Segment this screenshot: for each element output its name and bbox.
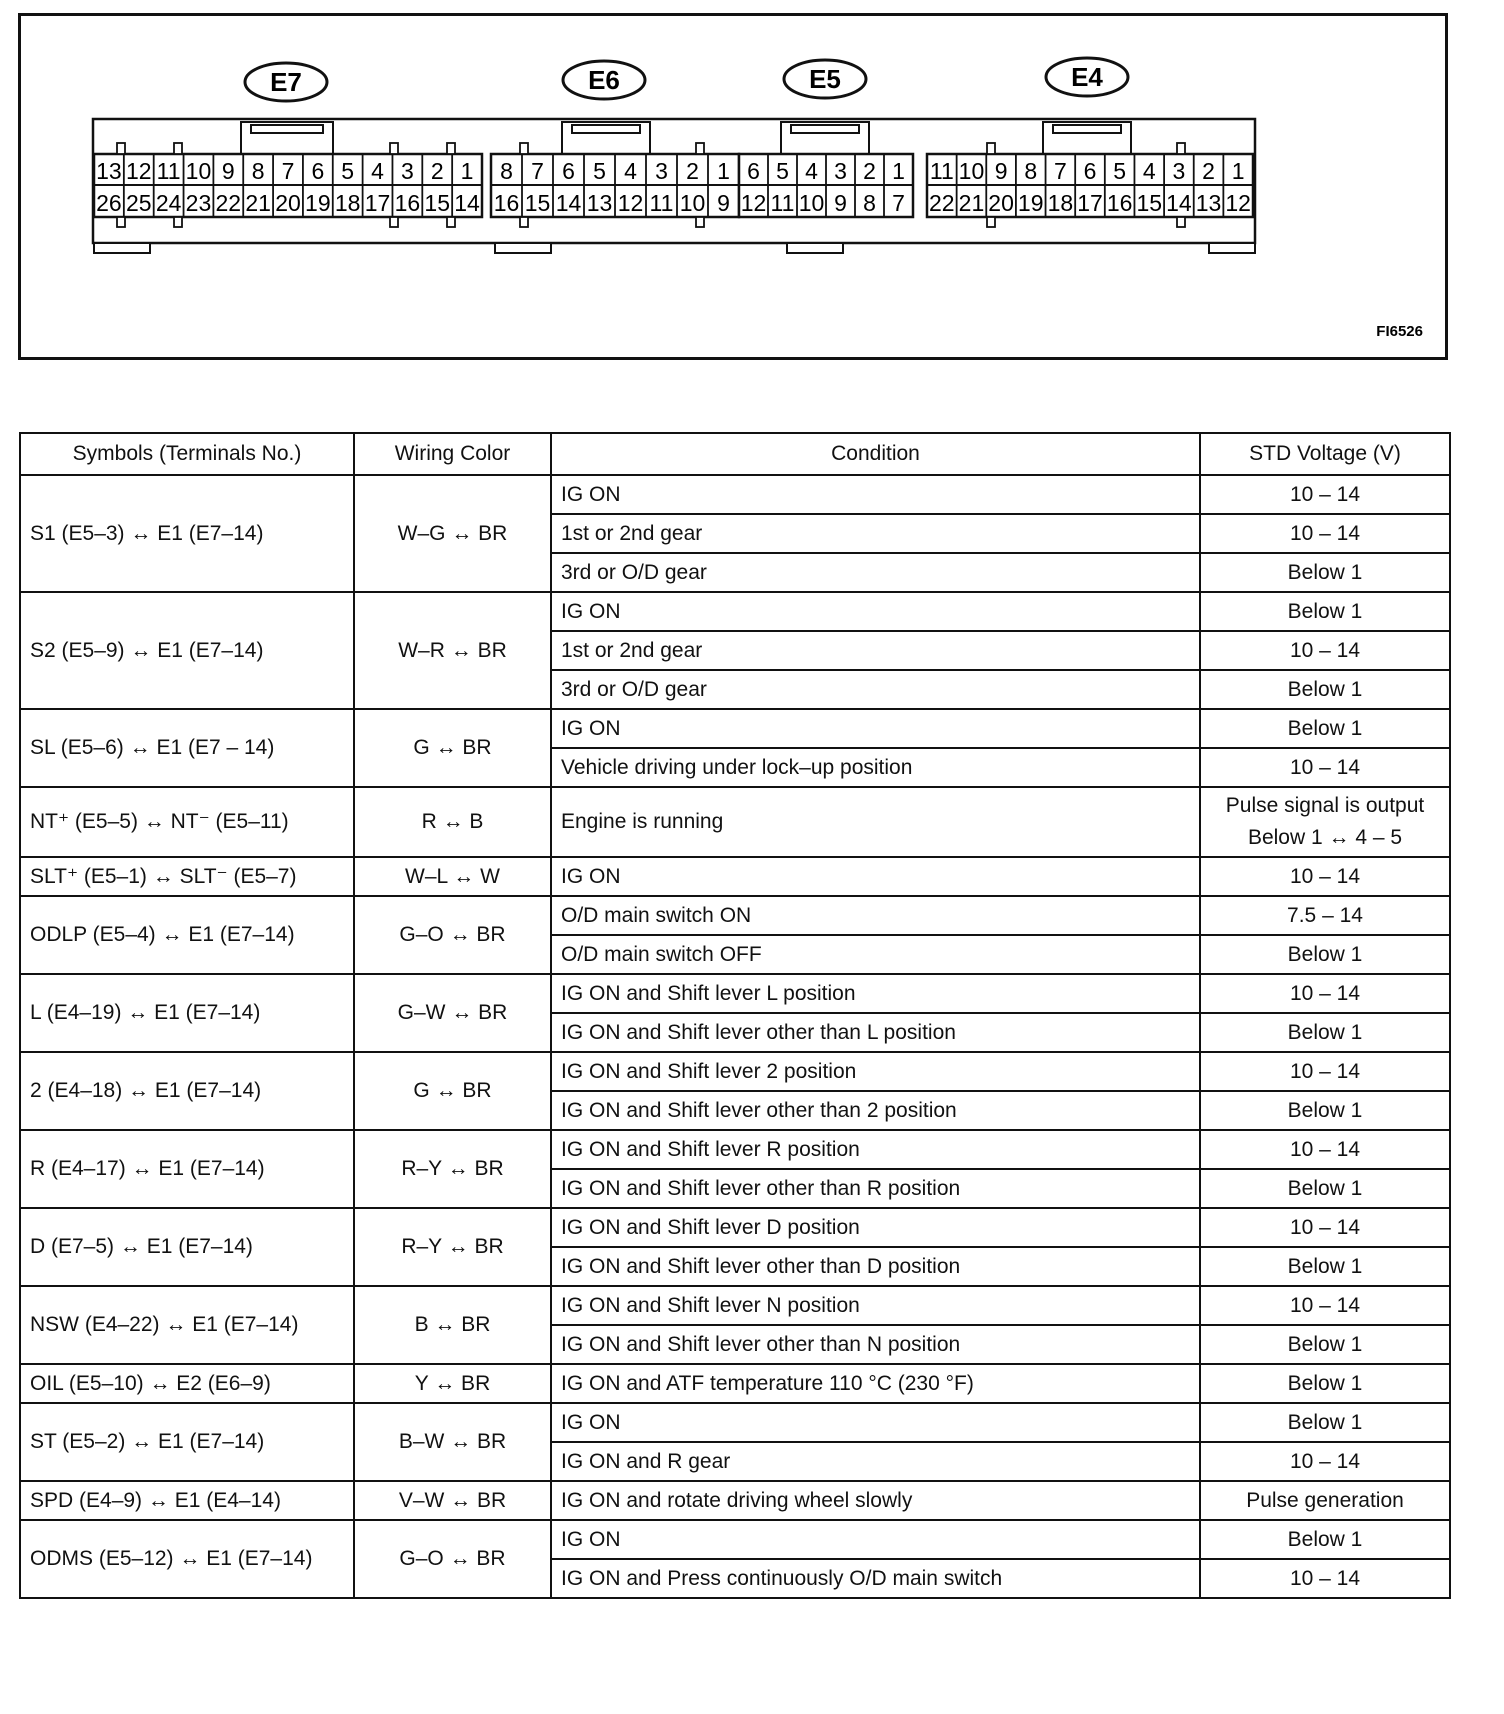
std-voltage-cell: Pulse generation [1200, 1481, 1450, 1520]
terminal-symbol-cell: ODLP (E5–4) ↔ E1 (E7–14) [20, 896, 354, 974]
terminal-number: 10 [958, 158, 985, 184]
condition-cell: IG ON and Shift lever other than L position [551, 1013, 1200, 1052]
terminal-voltage-table [19, 432, 1451, 1599]
std-voltage-cell: 10 – 14 [1200, 857, 1450, 896]
std-voltage-cell: 10 – 14 [1200, 1286, 1450, 1325]
terminal-number: 2 [430, 158, 444, 184]
std-voltage-cell: 10 – 14 [1200, 748, 1450, 787]
terminal-number: 7 [892, 190, 905, 216]
condition-cell: IG ON and Shift lever other than R position [551, 1169, 1200, 1208]
terminal-symbol-cell: SLT⁺ (E5–1) ↔ SLT⁻ (E5–7) [20, 857, 354, 896]
table-header-row [20, 433, 1450, 475]
wiring-color-cell: Y ↔ BR [354, 1364, 551, 1403]
std-voltage-cell: Below 1 [1200, 1520, 1450, 1559]
terminal-symbol-cell: SL (E5–6) ↔ E1 (E7 – 14) [20, 709, 354, 787]
terminal-number: 4 [371, 158, 384, 184]
terminal-number: 17 [1077, 190, 1103, 216]
condition-cell: Engine is running [551, 787, 1200, 857]
condition-cell: IG ON [551, 709, 1200, 748]
terminal-number: 13 [1195, 190, 1222, 216]
terminal-number: 24 [155, 190, 182, 216]
housing-latch [787, 243, 843, 253]
condition-cell: IG ON [551, 1520, 1200, 1559]
std-voltage-cell: Below 1 [1200, 1364, 1450, 1403]
wiring-color-cell: V–W ↔ BR [354, 1481, 551, 1520]
terminal-number: 3 [400, 158, 414, 184]
header-std-voltage: STD Voltage (V) [1200, 433, 1450, 475]
terminal-number: 11 [929, 158, 954, 184]
std-voltage-cell: 10 – 14 [1200, 514, 1450, 553]
std-voltage-cell: 7.5 – 14 [1200, 896, 1450, 935]
table-row [20, 1481, 1450, 1520]
housing-latch [495, 243, 551, 253]
terminal-number: 8 [1024, 158, 1038, 184]
table-row [20, 1130, 1450, 1169]
condition-cell: IG ON and Press continuously O/D main switch [551, 1559, 1200, 1598]
terminal-number: 12 [1225, 190, 1251, 216]
terminal-number: 12 [125, 158, 152, 184]
terminal-number: 26 [96, 190, 122, 216]
terminal-number: 8 [500, 158, 513, 184]
terminal-number: 3 [655, 158, 668, 184]
terminal-number: 15 [524, 190, 551, 216]
terminal-symbol-cell: NSW (E4–22) ↔ E1 (E7–14) [20, 1286, 354, 1364]
terminal-number: 7 [281, 158, 295, 184]
std-voltage-cell: 10 – 14 [1200, 974, 1450, 1013]
std-voltage-cell: 10 – 14 [1200, 1052, 1450, 1091]
terminal-number: 2 [1202, 158, 1215, 184]
figure-id: FI6526 [1376, 323, 1423, 340]
wiring-color-cell: G–O ↔ BR [354, 896, 551, 974]
terminal-number: 11 [770, 190, 795, 216]
condition-cell: IG ON and Shift lever 2 position [551, 1052, 1200, 1091]
terminal-number: 8 [863, 190, 876, 216]
connector-diagram [18, 13, 1448, 360]
terminal-number: 4 [805, 158, 818, 184]
condition-cell: 1st or 2nd gear [551, 631, 1200, 670]
terminal-number: 12 [740, 190, 767, 216]
std-voltage-line: Below 1 ↔ 4 – 5 [1247, 826, 1403, 849]
std-voltage-cell: 10 – 14 [1200, 1130, 1450, 1169]
terminal-number: 5 [341, 158, 355, 184]
table-row [20, 1403, 1450, 1442]
condition-cell: O/D main switch OFF [551, 935, 1200, 974]
wiring-color-cell: W–G ↔ BR [354, 475, 551, 592]
std-voltage-cell: 10 – 14 [1200, 1559, 1450, 1598]
condition-cell: IG ON and Shift lever D position [551, 1208, 1200, 1247]
terminal-number: 22 [215, 190, 242, 216]
std-voltage-cell: Below 1 [1200, 1091, 1450, 1130]
connector-e6 [491, 61, 739, 227]
terminal-number: 15 [1136, 190, 1163, 216]
connector-lock-slot [251, 125, 323, 133]
std-voltage-cell: Below 1 [1200, 1247, 1450, 1286]
wiring-color-cell: B–W ↔ BR [354, 1403, 551, 1481]
terminal-number: 1 [460, 158, 474, 184]
wiring-color-cell: G–W ↔ BR [354, 974, 551, 1052]
terminal-number: 6 [311, 158, 325, 184]
terminal-number: 1 [1231, 158, 1245, 184]
terminal-symbol-cell: ODMS (E5–12) ↔ E1 (E7–14) [20, 1520, 354, 1598]
terminal-number: 6 [747, 158, 760, 184]
terminal-number: 4 [624, 158, 637, 184]
terminal-number: 8 [251, 158, 265, 184]
condition-cell: IG ON and R gear [551, 1442, 1200, 1481]
wiring-color-cell: G–O ↔ BR [354, 1520, 551, 1598]
terminal-number: 14 [454, 190, 480, 216]
wiring-color-cell: G ↔ BR [354, 709, 551, 787]
terminal-number: 5 [593, 158, 606, 184]
table-row [20, 475, 1450, 514]
table-row [20, 1052, 1450, 1091]
terminal-number: 11 [649, 190, 674, 216]
condition-cell: IG ON and rotate driving wheel slowly [551, 1481, 1200, 1520]
terminal-number: 6 [562, 158, 575, 184]
connector-label: E6 [588, 65, 620, 95]
terminal-symbol-cell: ST (E5–2) ↔ E1 (E7–14) [20, 1403, 354, 1481]
table-row [20, 896, 1450, 935]
terminal-number: 1 [717, 158, 730, 184]
terminal-number: 10 [185, 158, 212, 184]
terminal-number: 16 [493, 190, 520, 216]
terminal-number: 6 [1083, 158, 1097, 184]
wiring-color-cell: W–R ↔ BR [354, 592, 551, 709]
connector-e4 [927, 58, 1253, 227]
terminal-number: 22 [929, 190, 955, 216]
wiring-color-cell: G ↔ BR [354, 1052, 551, 1130]
table-row [20, 1520, 1450, 1559]
connector-label: E5 [809, 64, 841, 94]
std-voltage-cell: 10 – 14 [1200, 475, 1450, 514]
terminal-number: 5 [1113, 158, 1127, 184]
condition-cell: IG ON and Shift lever N position [551, 1286, 1200, 1325]
table-row [20, 787, 1450, 857]
condition-cell: 3rd or O/D gear [551, 670, 1200, 709]
terminal-number: 18 [1047, 190, 1074, 216]
terminal-number: 20 [275, 190, 301, 216]
std-voltage-cell: Below 1 [1200, 1169, 1450, 1208]
terminal-number: 9 [994, 158, 1008, 184]
terminal-number: 17 [364, 190, 391, 216]
wiring-color-cell: R ↔ B [354, 787, 551, 857]
terminal-number: 12 [617, 190, 644, 216]
std-voltage-cell: Below 1 [1200, 553, 1450, 592]
terminal-number: 3 [834, 158, 847, 184]
std-voltage-cell: Below 1 [1200, 709, 1450, 748]
terminal-number: 1 [892, 158, 905, 184]
std-voltage-cell: Below 1 [1200, 592, 1450, 631]
condition-cell: IG ON [551, 857, 1200, 896]
header-symbols: Symbols (Terminals No.) [20, 433, 354, 475]
terminal-number: 25 [125, 190, 152, 216]
wiring-color-cell: B ↔ BR [354, 1286, 551, 1364]
connector-lock-slot [572, 125, 640, 133]
terminal-number: 10 [798, 190, 825, 216]
connector-label: E7 [270, 67, 302, 97]
condition-cell: IG ON and Shift lever R position [551, 1130, 1200, 1169]
terminal-symbol-cell: OIL (E5–10) ↔ E2 (E6–9) [20, 1364, 354, 1403]
wiring-color-cell: R–Y ↔ BR [354, 1208, 551, 1286]
std-voltage-line: Pulse signal is output [1225, 794, 1425, 817]
terminal-number: 9 [834, 190, 847, 216]
table-row [20, 709, 1450, 748]
terminal-symbol-cell: 2 (E4–18) ↔ E1 (E7–14) [20, 1052, 354, 1130]
terminal-number: 2 [863, 158, 876, 184]
wiring-color-cell: W–L ↔ W [354, 857, 551, 896]
terminal-number: 20 [988, 190, 1014, 216]
table-row [20, 1208, 1450, 1247]
terminal-number: 2 [686, 158, 699, 184]
condition-cell: IG ON and Shift lever other than N position [551, 1325, 1200, 1364]
table-row [20, 974, 1450, 1013]
terminal-number: 14 [1166, 190, 1192, 216]
connector-label: E4 [1071, 62, 1103, 92]
terminal-number: 19 [305, 190, 331, 216]
std-voltage-cell: 10 – 14 [1200, 631, 1450, 670]
condition-cell: 1st or 2nd gear [551, 514, 1200, 553]
std-voltage-cell: Below 1 [1200, 1403, 1450, 1442]
condition-cell: O/D main switch ON [551, 896, 1200, 935]
std-voltage-cell: Below 1 [1200, 670, 1450, 709]
header-condition: Condition [551, 433, 1200, 475]
terminal-number: 10 [679, 190, 706, 216]
terminal-symbol-cell: NT⁺ (E5–5) ↔ NT⁻ (E5–11) [20, 787, 354, 857]
std-voltage-cell: 10 – 14 [1200, 1442, 1450, 1481]
terminal-symbol-cell: S2 (E5–9) ↔ E1 (E7–14) [20, 592, 354, 709]
terminal-number: 7 [1053, 158, 1067, 184]
terminal-symbol-cell: R (E4–17) ↔ E1 (E7–14) [20, 1130, 354, 1208]
condition-cell: IG ON and Shift lever other than D position [551, 1247, 1200, 1286]
std-voltage-cell: Below 1 [1200, 1013, 1450, 1052]
table-row [20, 1286, 1450, 1325]
connector-drawing [21, 16, 1445, 357]
terminal-symbol-cell: SPD (E4–9) ↔ E1 (E4–14) [20, 1481, 354, 1520]
terminal-symbol-cell: S1 (E5–3) ↔ E1 (E7–14) [20, 475, 354, 592]
connector-e7 [94, 63, 482, 227]
terminal-number: 14 [555, 190, 582, 216]
condition-cell: IG ON [551, 1403, 1200, 1442]
terminal-number: 11 [156, 158, 181, 184]
housing-latch [1209, 243, 1255, 253]
terminal-number: 21 [958, 190, 985, 216]
terminal-number: 13 [586, 190, 613, 216]
terminal-number: 15 [424, 190, 451, 216]
std-voltage-cell: Below 1 [1200, 935, 1450, 974]
terminal-symbol-cell: L (E4–19) ↔ E1 (E7–14) [20, 974, 354, 1052]
terminal-number: 9 [717, 190, 730, 216]
condition-cell: IG ON [551, 475, 1200, 514]
terminal-number: 23 [185, 190, 212, 216]
terminal-number: 5 [776, 158, 789, 184]
housing-latch [94, 243, 150, 253]
table-row [20, 857, 1450, 896]
connector-lock-slot [1053, 125, 1121, 133]
terminal-symbol-cell: D (E7–5) ↔ E1 (E7–14) [20, 1208, 354, 1286]
table-row [20, 592, 1450, 631]
terminal-number: 7 [531, 158, 544, 184]
condition-cell: Vehicle driving under lock–up position [551, 748, 1200, 787]
terminal-number: 19 [1017, 190, 1044, 216]
wiring-color-cell: R–Y ↔ BR [354, 1130, 551, 1208]
table-body [20, 475, 1450, 1598]
condition-cell: 3rd or O/D gear [551, 553, 1200, 592]
condition-cell: IG ON and ATF temperature 110 °C (230 °F) [551, 1364, 1200, 1403]
condition-cell: IG ON [551, 592, 1200, 631]
terminal-number: 16 [394, 190, 421, 216]
terminal-number: 3 [1172, 158, 1186, 184]
terminal-number: 16 [1106, 190, 1133, 216]
std-voltage-cell: Below 1 [1200, 1325, 1450, 1364]
terminal-number: 13 [96, 158, 122, 184]
connector-lock-slot [791, 125, 859, 133]
terminal-number: 18 [334, 190, 361, 216]
std-voltage-cell [1200, 787, 1450, 857]
table-row [20, 1364, 1450, 1403]
terminal-number: 21 [245, 190, 271, 216]
terminal-number: 4 [1142, 158, 1156, 184]
condition-cell: IG ON and Shift lever L position [551, 974, 1200, 1013]
condition-cell: IG ON and Shift lever other than 2 position [551, 1091, 1200, 1130]
connector-e5 [739, 60, 913, 217]
std-voltage-cell: 10 – 14 [1200, 1208, 1450, 1247]
terminal-number: 9 [221, 158, 235, 184]
header-wiring-color: Wiring Color [354, 433, 551, 475]
